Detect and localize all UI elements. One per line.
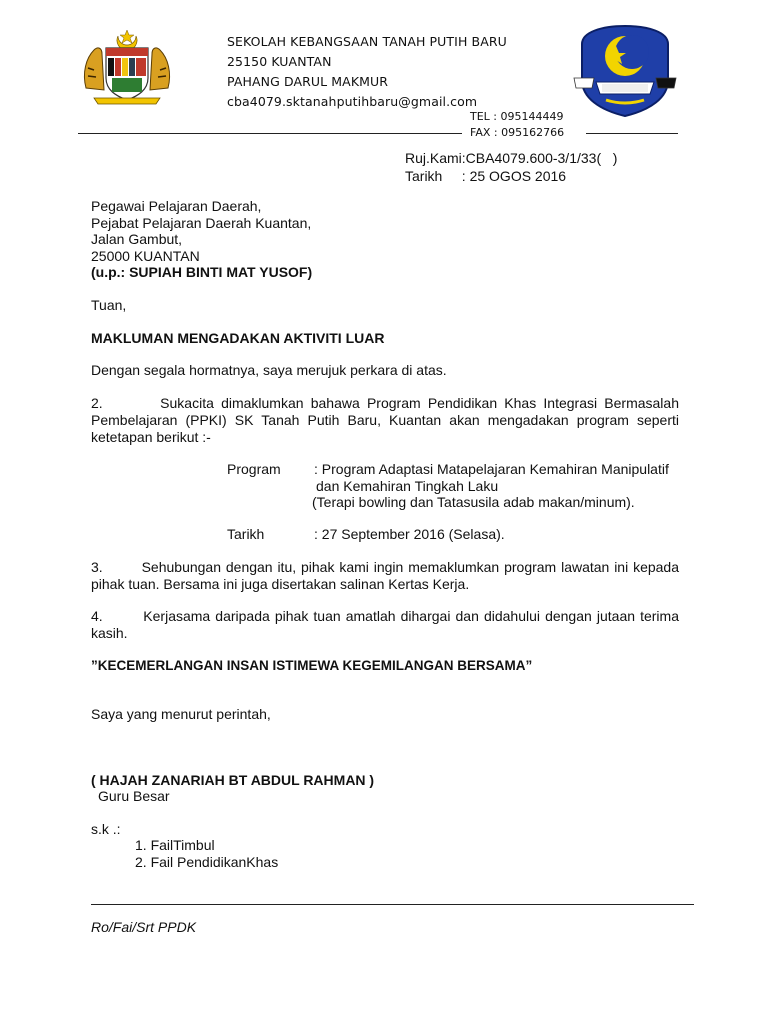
coat-of-arms-logo bbox=[80, 28, 174, 108]
fax-number: FAX : 095162766 bbox=[470, 126, 565, 139]
program-value-line-1: : Program Adaptasi Matapelajaran Kemahiran Manipulatif bbox=[314, 461, 669, 477]
copy-item-1: 1. FailTimbul bbox=[135, 837, 215, 853]
recipient-line-3: Jalan Gambut, bbox=[91, 231, 183, 247]
letter-date: Tarikh : 25 OGOS 2016 bbox=[405, 168, 567, 184]
paragraph-4: 4. Kerjasama daripada pihak tuan amatlah dihargai dan didahului dengan jutaan terima kasih. bbox=[91, 608, 683, 641]
recipient-attention: (u.p.: SUPIAH BINTI MAT YUSOF) bbox=[91, 264, 313, 280]
letter-subject: MAKLUMAN MENGADAKAN AKTIVITI LUAR bbox=[91, 330, 385, 346]
recipient-line-4: 25000 KUANTAN bbox=[91, 247, 200, 264]
school-email[interactable]: cba4079.sktanahputihbaru@gmail.com bbox=[227, 94, 478, 109]
signatory-name: ( HAJAH ZANARIAH BT ABDUL RAHMAN ) bbox=[91, 772, 375, 788]
school-motto: ”KECEMERLANGAN INSAN ISTIMEWA KEGEMILANGAN BERSAMA” bbox=[91, 658, 533, 673]
program-date-value: : 27 September 2016 (Selasa). bbox=[314, 526, 505, 542]
opening-line: Dengan segala hormatnya, saya merujuk perkara di atas. bbox=[91, 362, 447, 378]
footer-rule bbox=[91, 904, 694, 905]
closing-line: Saya yang menurut perintah, bbox=[91, 706, 271, 722]
paragraph-2: 2. Sukacita dimaklumkan bahawa Program Pendidikan Khas Integrasi Bermasalah Pembelajaran (PPKI) SK Tanah Putih Baru, Kuantan akan mengadakan program seperti ketetapan berikut :- bbox=[91, 395, 683, 445]
header-rule-left bbox=[78, 133, 462, 134]
school-postcode-city: 25150 KUANTAN bbox=[227, 54, 332, 69]
header-rule-right bbox=[586, 133, 678, 134]
footer-reference-code: Ro/Fai/Srt PPDK bbox=[91, 919, 197, 935]
recipient-line-2: Pejabat Pelajaran Daerah Kuantan, bbox=[91, 214, 312, 231]
recipient-line-1: Pegawai Pelajaran Daerah, bbox=[91, 198, 262, 214]
program-date-label: Tarikh bbox=[227, 526, 265, 542]
program-label: Program bbox=[227, 461, 281, 477]
program-value-line-3: (Terapi bowling dan Tatasusila adab makan/minum). bbox=[312, 494, 635, 510]
signatory-title: Guru Besar bbox=[98, 788, 170, 804]
salutation: Tuan, bbox=[91, 297, 127, 313]
school-name: SEKOLAH KEBANGSAAN TANAH PUTIH BARU bbox=[227, 34, 507, 49]
school-logo bbox=[572, 22, 678, 118]
school-state: PAHANG DARUL MAKMUR bbox=[227, 74, 389, 89]
copies-label: s.k .: bbox=[91, 821, 121, 837]
telephone-number: TEL : 095144449 bbox=[470, 110, 564, 123]
paragraph-3: 3. Sehubungan dengan itu, pihak kami ingin memaklumkan program lawatan ini kepada pihak tuan. Bersama ini juga disertakan salinan Kertas Kerja. bbox=[91, 559, 683, 592]
reference-number: Ruj.Kami:CBA4079.600-3/1/33( ) bbox=[405, 150, 618, 166]
program-value-line-2: dan Kemahiran Tingkah Laku bbox=[316, 477, 499, 494]
copy-item-2: 2. Fail PendidikanKhas bbox=[135, 853, 279, 870]
